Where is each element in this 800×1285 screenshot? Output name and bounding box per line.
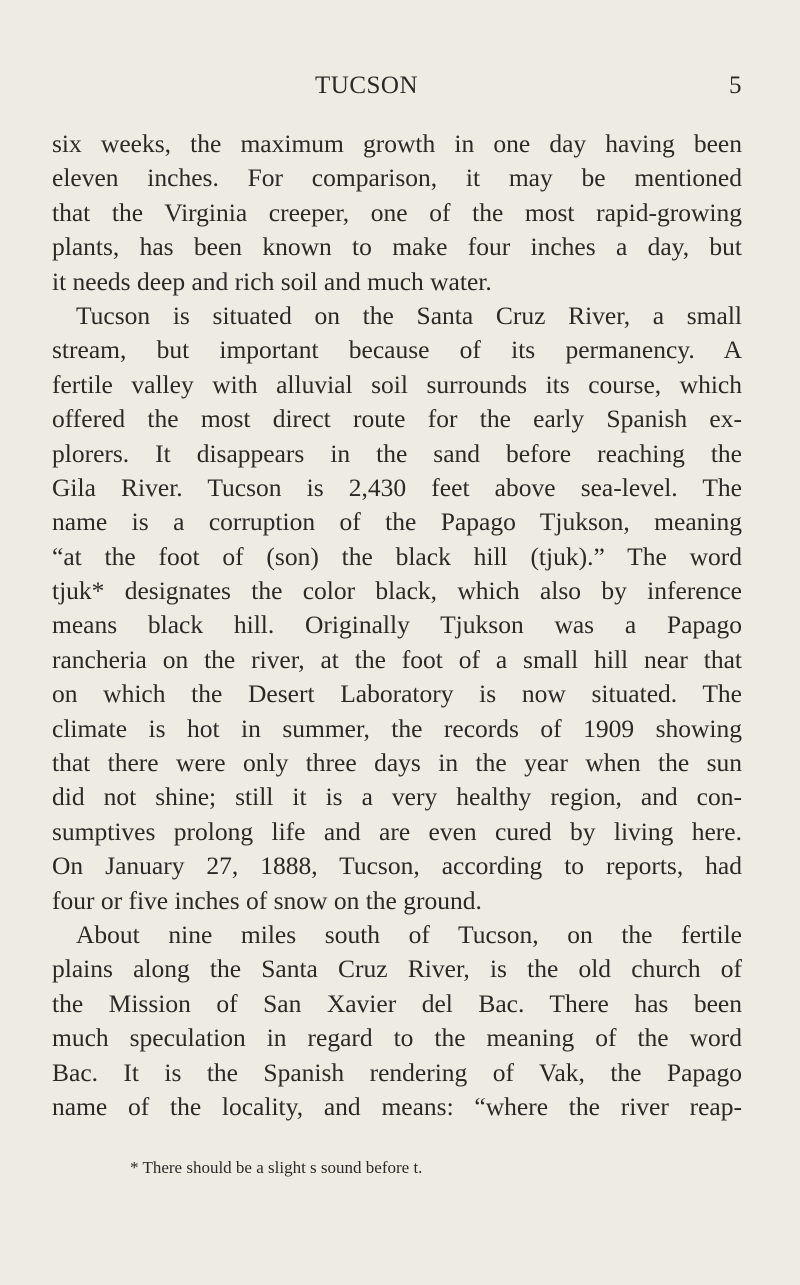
- footnote: * There should be a slight s sound before t.: [130, 1158, 423, 1177]
- body-text: [52, 127, 742, 1124]
- text-line: the Mission of San Xavier del Bac. There has been: [52, 988, 742, 1018]
- text-line: climate is hot in summer, the records of 1909 showing: [52, 713, 742, 743]
- text-line: tjuk* designates the color black, which also by inference: [52, 576, 742, 606]
- text-line: four or five inches of snow on the ground.: [52, 885, 482, 915]
- text-line: it needs deep and rich soil and much water.: [52, 266, 492, 296]
- text-line: plains along the Santa Cruz River, is the old church of: [52, 954, 742, 984]
- text-line: sumptives prolong life and are even cured by living here.: [52, 816, 742, 846]
- text-line: did not shine; still it is a very healthy region, and con-: [52, 782, 742, 812]
- text-line: About nine miles south of Tucson, on the fertile: [76, 919, 742, 949]
- text-line: Gila River. Tucson is 2,430 feet above sea-level. The: [52, 472, 742, 502]
- text-line: on which the Desert Laboratory is now situated. The: [52, 679, 742, 709]
- text-line: that the Virginia creeper, one of the most rapid-growing: [52, 197, 742, 227]
- text-line: plants, has been known to make four inches a day, but: [52, 232, 742, 262]
- text-line: Bac. It is the Spanish rendering of Vak, the Papago: [52, 1057, 742, 1087]
- text-line: eleven inches. For comparison, it may be mentioned: [52, 163, 742, 193]
- text-line: rancheria on the river, at the foot of a small hill near that: [52, 644, 742, 674]
- text-line: offered the most direct route for the early Spanish ex-: [52, 404, 742, 434]
- text-line: stream, but important because of its permanency. A: [52, 335, 742, 365]
- text-line: that there were only three days in the year when the sun: [52, 748, 742, 778]
- text-line: name of the locality, and means: “where the river reap-: [52, 1091, 742, 1121]
- page-number: 5: [729, 72, 742, 99]
- text-line: much speculation in regard to the meaning of the word: [52, 1023, 742, 1053]
- running-title: TUCSON: [315, 72, 419, 99]
- text-line: Tucson is situated on the Santa Cruz River, a small: [76, 300, 742, 330]
- text-line: name is a corruption of the Papago Tjukson, meaning: [52, 507, 742, 537]
- text-line: plorers. It disappears in the sand before reaching the: [52, 438, 742, 468]
- text-line: On January 27, 1888, Tucson, according to reports, had: [52, 851, 742, 881]
- text-line: six weeks, the maximum growth in one day having been: [52, 129, 742, 158]
- text-line: fertile valley with alluvial soil surrounds its course, which: [52, 369, 742, 399]
- text-line: “at the foot of (son) the black hill (tjuk).” The word: [52, 541, 742, 571]
- text-line: means black hill. Originally Tjukson was a Papago: [52, 610, 742, 640]
